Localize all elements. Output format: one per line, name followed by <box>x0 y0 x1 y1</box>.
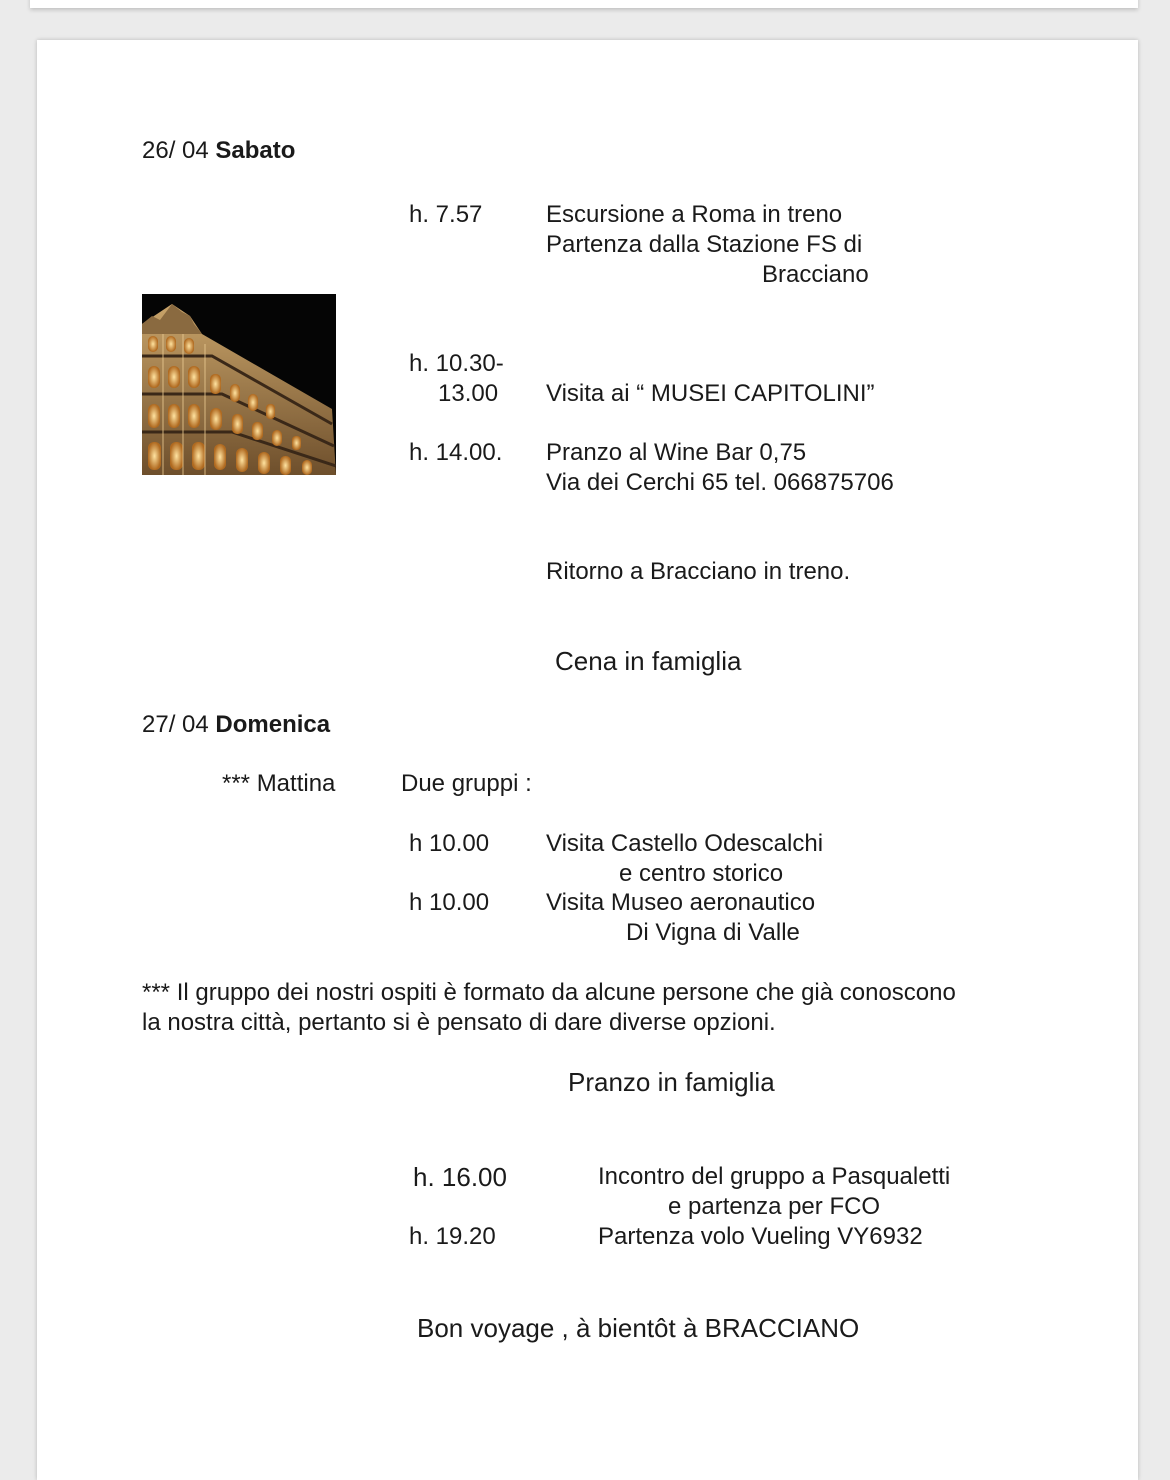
vigna-di-valle: Di Vigna di Valle <box>626 919 800 946</box>
time-0757: h. 7.57 <box>409 201 483 228</box>
two-groups-label: Due gruppi : <box>401 770 532 797</box>
time-1030: h. 10.30- <box>409 350 504 377</box>
aeronautical-museum: Visita Museo aeronautico <box>546 889 816 916</box>
colosseum-night-photo <box>142 294 336 475</box>
saturday-day: Sabato <box>215 137 296 164</box>
departure-fco: e partenza per FCO <box>668 1193 881 1220</box>
meeting-pasqualetti: Incontro del gruppo a Pasqualetti <box>598 1163 951 1190</box>
group-note-line-2: la nostra città, pertanto si è pensato di dare diverse opzioni. <box>142 1009 776 1036</box>
time-museum: h 10.00 <box>409 889 490 916</box>
sunday-day: Domenica <box>215 711 331 738</box>
lunch-family: Pranzo in famiglia <box>568 1067 775 1097</box>
previous-page-edge <box>30 0 1138 8</box>
saturday-date: 26/ 04 <box>142 137 209 164</box>
time-1400: h. 14.00. <box>409 439 503 466</box>
castle-visit: Visita Castello Odescalchi <box>546 830 824 857</box>
dinner-family: Cena in famiglia <box>555 646 742 676</box>
farewell-message: Bon voyage , à bientôt à BRACCIANO <box>417 1313 860 1343</box>
time-1920: h. 19.20 <box>409 1223 496 1250</box>
time-1600: h. 16.00 <box>413 1162 507 1192</box>
time-castle: h 10.00 <box>409 830 490 857</box>
document-page <box>37 40 1138 1480</box>
time-1300: 13.00 <box>438 380 499 407</box>
saturday-heading <box>142 136 295 166</box>
historic-center: e centro storico <box>619 860 784 887</box>
museum-visit: Visita ai “ MUSEI CAPITOLINI” <box>546 380 875 407</box>
lunch-wine-bar: Pranzo al Wine Bar 0,75 <box>546 439 807 466</box>
excursion-line: Escursione a Roma in treno <box>546 201 843 228</box>
departure-line: Partenza dalla Stazione FS di <box>546 231 863 258</box>
sunday-date: 27/ 04 <box>142 711 209 738</box>
group-note-line-1: *** Il gruppo dei nostri ospiti è formato da alcune persone che già conoscono <box>142 979 956 1006</box>
flight-vueling: Partenza volo Vueling VY6932 <box>598 1223 923 1250</box>
departure-station: Bracciano <box>762 261 869 288</box>
wine-bar-address: Via dei Cerchi 65 tel. 066875706 <box>546 469 894 496</box>
return-train: Ritorno a Bracciano in treno. <box>546 558 851 585</box>
sunday-heading <box>142 710 330 740</box>
morning-label: *** Mattina <box>222 770 336 797</box>
